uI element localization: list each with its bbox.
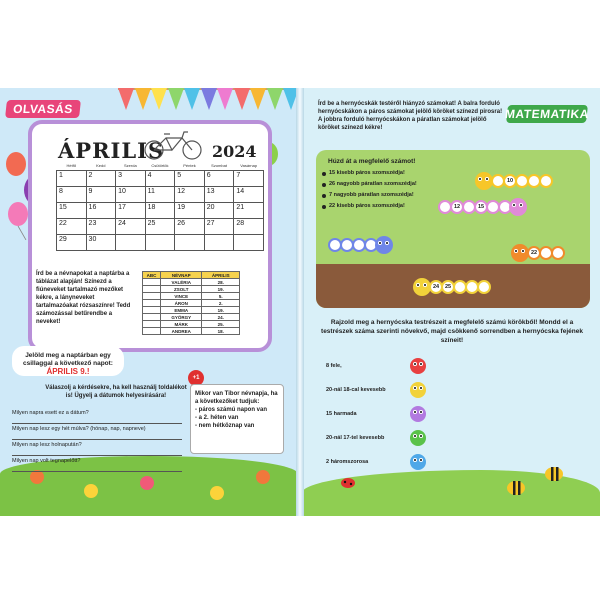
weekday-header: Hétfő bbox=[66, 163, 77, 169]
calendar-week bbox=[57, 202, 264, 218]
caterpillar-segment[interactable]: 25 bbox=[441, 280, 455, 294]
pair-item bbox=[322, 168, 426, 179]
table-row bbox=[143, 293, 240, 300]
bonus-question-box bbox=[190, 384, 284, 454]
caterpillar-segment[interactable] bbox=[551, 246, 565, 260]
weekday-header: Péntek bbox=[183, 163, 196, 169]
calendar-day[interactable]: 18 bbox=[145, 202, 175, 218]
calendar-week bbox=[57, 186, 264, 202]
bonus-item-text: páros számú napon van bbox=[198, 407, 268, 413]
pair-item bbox=[322, 201, 426, 212]
bonus-item bbox=[195, 422, 279, 430]
bonus-item bbox=[195, 414, 279, 422]
calendar-day[interactable]: 13 bbox=[204, 186, 234, 202]
bunting-flag bbox=[151, 88, 167, 110]
date-cell: 5. bbox=[202, 293, 240, 300]
pair-item-text: 26 nagyobb páratlan szomszédja! bbox=[329, 181, 417, 187]
caterpillar bbox=[514, 244, 565, 262]
calendar-day[interactable]: 1 bbox=[57, 170, 87, 186]
name-cell: VINCE bbox=[161, 293, 202, 300]
abc-order-cell[interactable] bbox=[143, 321, 161, 328]
calendar-day[interactable]: 2 bbox=[86, 170, 116, 186]
abc-order-cell[interactable] bbox=[143, 314, 161, 321]
table-row bbox=[143, 314, 240, 321]
nameday-header: ÁPRILIS bbox=[202, 272, 240, 279]
caterpillar-head-icon bbox=[413, 278, 431, 296]
abc-order-cell[interactable] bbox=[143, 293, 161, 300]
caterpillar-segment[interactable]: 15 bbox=[474, 200, 488, 214]
question-answer-line[interactable]: Milyen napra esett ez a dátum? bbox=[12, 408, 182, 424]
calendar-day[interactable]: 30 bbox=[86, 234, 116, 250]
calendar-week bbox=[57, 170, 264, 186]
calendar-month: ÁPRILIS bbox=[58, 138, 165, 163]
calendar-day[interactable]: 24 bbox=[116, 218, 146, 234]
date-cell: 24. bbox=[202, 314, 240, 321]
question-answer-line[interactable]: Milyen nap lesz egy hét múlva? (hónap, nap, napneve) bbox=[12, 424, 182, 440]
section-title-reading: OLVASÁS bbox=[5, 100, 81, 118]
caterpillar-head-icon bbox=[509, 198, 527, 216]
calendar-day[interactable] bbox=[175, 234, 205, 250]
bonus-item bbox=[195, 406, 279, 414]
pair-item bbox=[322, 190, 426, 201]
abc-order-cell[interactable] bbox=[143, 279, 161, 286]
name-cell: VALÉRIA bbox=[161, 279, 202, 286]
calendar-day[interactable]: 15 bbox=[57, 202, 87, 218]
calendar-day[interactable]: 21 bbox=[234, 202, 264, 218]
bullet-icon bbox=[322, 194, 326, 198]
weekday-header: Szombat bbox=[211, 163, 227, 169]
weekday-header: Kedd bbox=[96, 163, 106, 169]
table-row bbox=[143, 286, 240, 293]
bunting-flag bbox=[168, 88, 184, 110]
name-cell: MÁRK bbox=[161, 321, 202, 328]
date-cell: 28. bbox=[202, 279, 240, 286]
calendar-day[interactable]: 7 bbox=[234, 170, 264, 186]
table-row bbox=[143, 300, 240, 307]
star-prompt-text: Jelöld meg a naptárban egy csillaggal a következő napot: bbox=[23, 352, 113, 367]
weekday-header: Csütörtök bbox=[151, 163, 169, 169]
bunting-decoration bbox=[118, 88, 300, 114]
abc-order-cell[interactable] bbox=[143, 300, 161, 307]
calendar-week bbox=[57, 218, 264, 234]
calendar-day[interactable]: 16 bbox=[86, 202, 116, 218]
table-row bbox=[143, 307, 240, 314]
bonus-item-text: nem hétköznap van bbox=[198, 423, 255, 429]
caterpillar bbox=[478, 172, 553, 190]
calendar-day[interactable]: 5 bbox=[175, 170, 205, 186]
calendar-day[interactable]: 9 bbox=[86, 186, 116, 202]
calendar-day[interactable]: 28 bbox=[234, 218, 264, 234]
question-answer-line[interactable]: Milyen nap volt tegnapelőtt? bbox=[12, 456, 182, 472]
pair-item-text: 22 kisebb páros szomszédja! bbox=[329, 203, 405, 209]
calendar-day[interactable]: 26 bbox=[175, 218, 205, 234]
question-answer-line[interactable]: Milyen nap lesz holnapután? bbox=[12, 440, 182, 456]
caterpillar-head-icon bbox=[410, 430, 426, 446]
abc-order-cell[interactable] bbox=[143, 286, 161, 293]
star-prompt-box bbox=[12, 346, 124, 376]
bunting-flag bbox=[250, 88, 266, 110]
pairs-title: Húzd át a megfelelő számot! bbox=[328, 158, 416, 165]
pairs-list bbox=[322, 168, 426, 212]
question-list bbox=[12, 408, 182, 472]
caterpillar-segment[interactable]: 10 bbox=[503, 174, 517, 188]
nameday-instructions: Írd be a névnapokat a naptárba a táblázat alapján! Színezd a fiúneveket tartalmazó mezőket kékre, a lányneveket tartalmazóakat rózsaszínre! Tedd számozással betűrendbe a neveket! bbox=[36, 271, 131, 325]
name-cell: GYÖRGY bbox=[161, 314, 202, 321]
calendar-day[interactable]: 19 bbox=[175, 202, 205, 218]
pair-item-text: 7 nagyobb páratlan szomszédja! bbox=[329, 192, 414, 198]
weekday-header: Vasárnap bbox=[240, 163, 258, 169]
calendar-day[interactable] bbox=[116, 234, 146, 250]
bonus-badge: +1 bbox=[188, 370, 204, 386]
bicycle-icon bbox=[142, 130, 204, 160]
flower-icon bbox=[30, 470, 44, 484]
arrange-item[interactable]: 20-nál 18-cal kevesebb bbox=[326, 387, 386, 393]
calendar-grid bbox=[56, 162, 264, 251]
star-date: ÁPRILIS 9.! bbox=[46, 367, 90, 376]
caterpillar-head-icon bbox=[511, 244, 529, 262]
bullet-icon bbox=[322, 183, 326, 187]
calendar-day[interactable]: 3 bbox=[116, 170, 146, 186]
arrange-item[interactable]: 20-nál 17-tel kevesebb bbox=[326, 435, 385, 441]
book-spine bbox=[296, 88, 304, 516]
calendar-day[interactable]: 6 bbox=[204, 170, 234, 186]
calendar-year: 2024 bbox=[212, 142, 257, 161]
caterpillar-head-icon bbox=[375, 236, 393, 254]
flower-icon bbox=[84, 484, 98, 498]
calendar-day[interactable]: 25 bbox=[145, 218, 175, 234]
weekday-header: Szerda bbox=[124, 163, 137, 169]
caterpillar bbox=[416, 278, 491, 296]
arrange-list bbox=[326, 354, 466, 474]
caterpillar-head-icon bbox=[410, 382, 426, 398]
bullet-icon: - bbox=[195, 407, 199, 413]
bunting-flag bbox=[184, 88, 200, 110]
calendar-day[interactable]: 29 bbox=[57, 234, 87, 250]
arrange-item[interactable]: 8 fele, bbox=[326, 363, 342, 369]
caterpillar-head-icon bbox=[410, 406, 426, 422]
abc-order-cell[interactable] bbox=[143, 307, 161, 314]
bullet-icon: - bbox=[195, 415, 199, 421]
flower-icon bbox=[210, 486, 224, 500]
pair-item-text: 15 kisebb páros szomszédja! bbox=[329, 170, 405, 176]
bunting-flag bbox=[135, 88, 151, 110]
arrange-item[interactable]: 15 harmada bbox=[326, 411, 357, 417]
caterpillar-segment[interactable]: 24 bbox=[429, 280, 443, 294]
bunting-flag bbox=[217, 88, 233, 110]
calendar-day[interactable]: 11 bbox=[145, 186, 175, 202]
bunting-flag bbox=[201, 88, 217, 110]
bees-icon bbox=[496, 460, 576, 504]
calendar-day[interactable]: 4 bbox=[145, 170, 175, 186]
caterpillar-head-icon bbox=[475, 172, 493, 190]
section-title-math: MATEMATIKA bbox=[504, 107, 590, 121]
calendar-day[interactable]: 23 bbox=[86, 218, 116, 234]
bunting-flag bbox=[118, 88, 134, 110]
calendar-day[interactable]: 27 bbox=[204, 218, 234, 234]
flower-icon bbox=[256, 470, 270, 484]
pair-item bbox=[322, 179, 426, 190]
name-cell: ZSOLT bbox=[161, 286, 202, 293]
calendar-day[interactable]: 10 bbox=[116, 186, 146, 202]
caterpillar bbox=[330, 236, 393, 254]
calendar-day[interactable] bbox=[234, 234, 264, 250]
caterpillar-instructions: Írd be a hernyócskák testéről hiányzó számokat! A balra forduló hernyócskákon a páros számokat jelölő köröket színezd pirosra! A jobbra forduló hernyócskákon a páratlan számokat jelölő köröket színezd kékre! bbox=[318, 101, 503, 131]
calendar-day[interactable] bbox=[204, 234, 234, 250]
bunting-flag bbox=[267, 88, 283, 110]
bunting-flag bbox=[234, 88, 250, 110]
calendar-day[interactable]: 20 bbox=[204, 202, 234, 218]
arrange-item[interactable]: 2 háromszorosa bbox=[326, 459, 369, 465]
bullet-icon bbox=[322, 205, 326, 209]
table-row bbox=[143, 321, 240, 328]
bullet-icon bbox=[322, 172, 326, 176]
bonus-intro: Mikor van Tibor névnapja, ha a következőket tudjuk: bbox=[195, 391, 278, 405]
calendar-week bbox=[57, 234, 264, 250]
date-cell: 18. bbox=[202, 328, 240, 335]
calendar-day[interactable]: 22 bbox=[57, 218, 87, 234]
date-cell: 19. bbox=[202, 286, 240, 293]
caterpillar-segment[interactable] bbox=[539, 174, 553, 188]
bullet-icon: - bbox=[195, 423, 199, 429]
name-cell: EMMA bbox=[161, 307, 202, 314]
nameday-header: ABC bbox=[143, 272, 161, 279]
nameday-header: NÉVNAP bbox=[161, 272, 202, 279]
date-cell: 2. bbox=[202, 300, 240, 307]
name-cell: ÁRON bbox=[161, 300, 202, 307]
nameday-table bbox=[142, 271, 240, 335]
caterpillar-segment[interactable]: 12 bbox=[450, 200, 464, 214]
date-cell: 25. bbox=[202, 321, 240, 328]
arrange-instructions: Rajzold meg a hernyócska testrészeit a megfelelő számú körökből! Mondd el a testrészek száma szerinti növekvő, majd csökkenő sorrendben a hernyócska fejének színeit! bbox=[321, 319, 583, 344]
calendar-day[interactable]: 12 bbox=[175, 186, 205, 202]
bonus-item-text: a 2. héten van bbox=[198, 415, 239, 421]
qa-intro: Válaszolj a kérdésekre, ha kell használj toldalékot is! Ügyelj a dátumok helyesírására! bbox=[45, 385, 187, 399]
caterpillar-head-icon bbox=[410, 358, 426, 374]
date-cell: 19. bbox=[202, 307, 240, 314]
table-row bbox=[143, 328, 240, 335]
calendar-day[interactable]: 17 bbox=[116, 202, 146, 218]
calendar-day[interactable]: 8 bbox=[57, 186, 87, 202]
abc-order-cell[interactable] bbox=[143, 328, 161, 335]
calendar-day[interactable]: 14 bbox=[234, 186, 264, 202]
caterpillar-head-icon bbox=[410, 454, 426, 470]
caterpillar-segment[interactable]: 22 bbox=[527, 246, 541, 260]
ladybug-icon bbox=[340, 476, 356, 488]
flower-icon bbox=[140, 476, 154, 490]
calendar-day[interactable] bbox=[145, 234, 175, 250]
table-row bbox=[143, 279, 240, 286]
caterpillar bbox=[440, 198, 527, 216]
caterpillar-segment[interactable] bbox=[477, 280, 491, 294]
name-cell: ANDREA bbox=[161, 328, 202, 335]
